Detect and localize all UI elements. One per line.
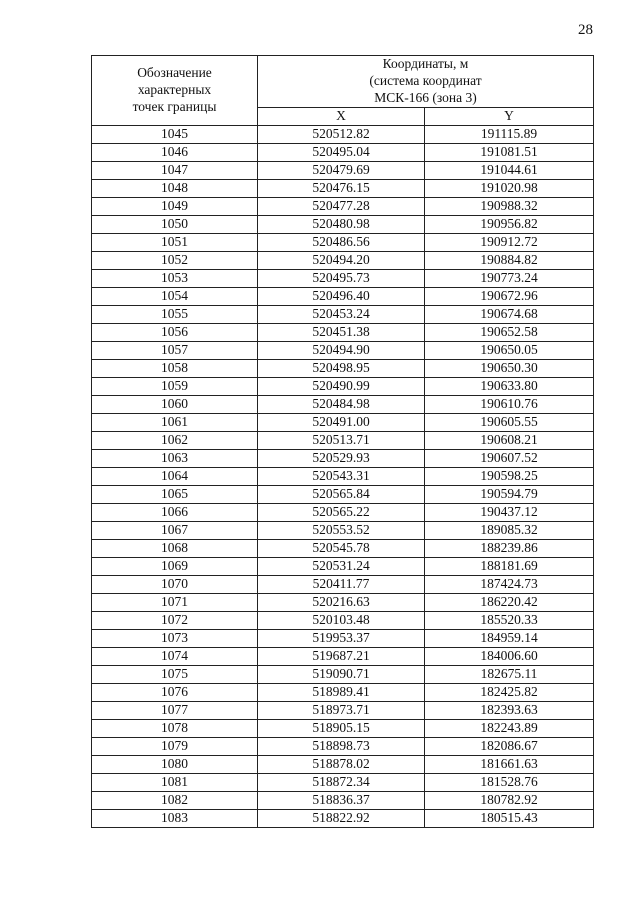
- x-coordinate-cell: 520491.00: [258, 413, 425, 431]
- y-coordinate-cell: 188239.86: [425, 539, 594, 557]
- y-coordinate-cell: 182086.67: [425, 737, 594, 755]
- x-coordinate-cell: 518973.71: [258, 701, 425, 719]
- coordinates-header-line: (система координат: [369, 72, 482, 88]
- y-coordinate-cell: 190605.55: [425, 413, 594, 431]
- coordinates-table: [91, 55, 594, 828]
- x-coordinate-cell: 520495.04: [258, 143, 425, 161]
- y-coordinate-cell: 190650.05: [425, 341, 594, 359]
- point-id-cell: 1070: [92, 575, 258, 593]
- table-row: [92, 449, 594, 467]
- y-coordinate-cell: 190633.80: [425, 377, 594, 395]
- point-id-cell: 1082: [92, 791, 258, 809]
- point-id-cell: 1055: [92, 305, 258, 323]
- point-id-cell: 1046: [92, 143, 258, 161]
- x-coordinate-cell: 518822.92: [258, 809, 425, 827]
- point-id-cell: 1075: [92, 665, 258, 683]
- coordinates-group-header: [258, 56, 594, 108]
- point-id-cell: 1059: [92, 377, 258, 395]
- table-row: [92, 395, 594, 413]
- x-coordinate-cell: 520453.24: [258, 305, 425, 323]
- table-row: [92, 503, 594, 521]
- x-coordinate-cell: 520543.31: [258, 467, 425, 485]
- x-coordinate-cell: 520513.71: [258, 431, 425, 449]
- x-coordinate-cell: 520479.69: [258, 161, 425, 179]
- x-coordinate-cell: 520531.24: [258, 557, 425, 575]
- table-row: [92, 737, 594, 755]
- coordinates-header-line: МСК-166 (зона 3): [374, 89, 477, 105]
- x-coordinate-cell: 520565.22: [258, 503, 425, 521]
- point-id-cell: 1066: [92, 503, 258, 521]
- x-coordinate-cell: 519687.21: [258, 647, 425, 665]
- table-row: [92, 413, 594, 431]
- point-id-cell: 1057: [92, 341, 258, 359]
- y-coordinate-cell: 191020.98: [425, 179, 594, 197]
- x-coordinate-cell: 520216.63: [258, 593, 425, 611]
- table-row: [92, 287, 594, 305]
- y-coordinate-cell: 191081.51: [425, 143, 594, 161]
- point-id-cell: 1058: [92, 359, 258, 377]
- x-coordinate-cell: 520411.77: [258, 575, 425, 593]
- table-row: [92, 179, 594, 197]
- page-number: 28: [578, 22, 593, 38]
- table-row: [92, 629, 594, 647]
- x-coordinate-cell: 520490.99: [258, 377, 425, 395]
- point-id-cell: 1083: [92, 809, 258, 827]
- table-row: [92, 305, 594, 323]
- table-row: [92, 611, 594, 629]
- y-coordinate-cell: 190598.25: [425, 467, 594, 485]
- point-id-cell: 1064: [92, 467, 258, 485]
- y-coordinate-cell: 180515.43: [425, 809, 594, 827]
- point-id-cell: 1076: [92, 683, 258, 701]
- table-row: [92, 125, 594, 143]
- point-id-cell: 1051: [92, 233, 258, 251]
- table-row: [92, 521, 594, 539]
- y-coordinate-cell: 190988.32: [425, 197, 594, 215]
- x-coordinate-cell: 518905.15: [258, 719, 425, 737]
- y-coordinate-cell: 190594.79: [425, 485, 594, 503]
- point-id-cell: 1056: [92, 323, 258, 341]
- table-row: [92, 755, 594, 773]
- x-coordinate-cell: 520451.38: [258, 323, 425, 341]
- x-coordinate-cell: 520494.20: [258, 251, 425, 269]
- x-coordinate-cell: 520477.28: [258, 197, 425, 215]
- y-coordinate-cell: 182675.11: [425, 665, 594, 683]
- point-id-cell: 1074: [92, 647, 258, 665]
- point-id-cell: 1065: [92, 485, 258, 503]
- x-coordinate-cell: 520495.73: [258, 269, 425, 287]
- coordinates-header-line: Координаты, м: [382, 56, 469, 71]
- y-coordinate-cell: 190674.68: [425, 305, 594, 323]
- y-coordinate-cell: 182393.63: [425, 701, 594, 719]
- y-coordinate-cell: 191044.61: [425, 161, 594, 179]
- x-coordinate-cell: 520480.98: [258, 215, 425, 233]
- y-coordinate-cell: 190652.58: [425, 323, 594, 341]
- y-coordinate-cell: 184006.60: [425, 647, 594, 665]
- table-row: [92, 575, 594, 593]
- point-id-cell: 1067: [92, 521, 258, 539]
- table-body: [92, 125, 594, 827]
- point-id-cell: 1050: [92, 215, 258, 233]
- point-id-cell: 1069: [92, 557, 258, 575]
- x-coordinate-cell: 520476.15: [258, 179, 425, 197]
- x-coordinate-cell: 520565.84: [258, 485, 425, 503]
- table-row: [92, 215, 594, 233]
- point-id-cell: 1060: [92, 395, 258, 413]
- y-coordinate-cell: 190956.82: [425, 215, 594, 233]
- point-id-cell: 1054: [92, 287, 258, 305]
- y-coordinate-cell: 190650.30: [425, 359, 594, 377]
- point-id-cell: 1045: [92, 125, 258, 143]
- point-header-line: точек границы: [132, 98, 217, 114]
- point-id-cell: 1077: [92, 701, 258, 719]
- point-id-cell: 1061: [92, 413, 258, 431]
- table-row: [92, 557, 594, 575]
- point-id-cell: 1078: [92, 719, 258, 737]
- x-coordinate-cell: 520498.95: [258, 359, 425, 377]
- table-row: [92, 341, 594, 359]
- table-row: [92, 701, 594, 719]
- x-coordinate-cell: 520512.82: [258, 125, 425, 143]
- point-id-cell: 1081: [92, 773, 258, 791]
- y-coordinate-cell: 182243.89: [425, 719, 594, 737]
- y-coordinate-cell: 190610.76: [425, 395, 594, 413]
- y-column-header: Y: [425, 107, 594, 125]
- x-coordinate-cell: 520545.78: [258, 539, 425, 557]
- x-coordinate-cell: 518878.02: [258, 755, 425, 773]
- point-id-cell: 1062: [92, 431, 258, 449]
- table-row: [92, 539, 594, 557]
- x-coordinate-cell: 519090.71: [258, 665, 425, 683]
- y-coordinate-cell: 191115.89: [425, 125, 594, 143]
- table-row: [92, 719, 594, 737]
- x-coordinate-cell: 518872.34: [258, 773, 425, 791]
- point-designation-header: [92, 56, 258, 126]
- point-header-line: характерных: [137, 81, 212, 97]
- x-column-header: X: [258, 107, 425, 125]
- y-coordinate-cell: 184959.14: [425, 629, 594, 647]
- table-row: [92, 665, 594, 683]
- table-row: [92, 161, 594, 179]
- table-row: [92, 467, 594, 485]
- x-coordinate-cell: 520486.56: [258, 233, 425, 251]
- point-id-cell: 1079: [92, 737, 258, 755]
- table-row: [92, 377, 594, 395]
- y-coordinate-cell: 190884.82: [425, 251, 594, 269]
- point-id-cell: 1068: [92, 539, 258, 557]
- point-id-cell: 1049: [92, 197, 258, 215]
- table-row: [92, 773, 594, 791]
- x-coordinate-cell: 518989.41: [258, 683, 425, 701]
- point-id-cell: 1052: [92, 251, 258, 269]
- x-coordinate-cell: 519953.37: [258, 629, 425, 647]
- table-row: [92, 683, 594, 701]
- point-id-cell: 1071: [92, 593, 258, 611]
- point-id-cell: 1072: [92, 611, 258, 629]
- y-coordinate-cell: 186220.42: [425, 593, 594, 611]
- y-coordinate-cell: 180782.92: [425, 791, 594, 809]
- point-id-cell: 1047: [92, 161, 258, 179]
- point-header-line: Обозначение: [137, 65, 212, 80]
- x-coordinate-cell: 520103.48: [258, 611, 425, 629]
- table-row: [92, 143, 594, 161]
- y-coordinate-cell: 190607.52: [425, 449, 594, 467]
- x-coordinate-cell: 520494.90: [258, 341, 425, 359]
- y-coordinate-cell: 190672.96: [425, 287, 594, 305]
- table-row: [92, 431, 594, 449]
- point-id-cell: 1073: [92, 629, 258, 647]
- y-coordinate-cell: 190773.24: [425, 269, 594, 287]
- x-coordinate-cell: 520484.98: [258, 395, 425, 413]
- y-coordinate-cell: 190437.12: [425, 503, 594, 521]
- table-row: [92, 359, 594, 377]
- table-row: [92, 809, 594, 827]
- table-row: [92, 485, 594, 503]
- point-id-cell: 1063: [92, 449, 258, 467]
- y-coordinate-cell: 190608.21: [425, 431, 594, 449]
- table-row: [92, 791, 594, 809]
- table-row: [92, 593, 594, 611]
- table-header: [92, 56, 594, 126]
- y-coordinate-cell: 188181.69: [425, 557, 594, 575]
- table-row: [92, 323, 594, 341]
- table-row: [92, 197, 594, 215]
- y-coordinate-cell: 181528.76: [425, 773, 594, 791]
- y-coordinate-cell: 187424.73: [425, 575, 594, 593]
- y-coordinate-cell: 181661.63: [425, 755, 594, 773]
- x-coordinate-cell: 518898.73: [258, 737, 425, 755]
- table-row: [92, 251, 594, 269]
- x-coordinate-cell: 520529.93: [258, 449, 425, 467]
- x-coordinate-cell: 520553.52: [258, 521, 425, 539]
- table-row: [92, 233, 594, 251]
- table-row: [92, 269, 594, 287]
- x-coordinate-cell: 520496.40: [258, 287, 425, 305]
- table-row: [92, 647, 594, 665]
- point-id-cell: 1053: [92, 269, 258, 287]
- y-coordinate-cell: 185520.33: [425, 611, 594, 629]
- point-id-cell: 1080: [92, 755, 258, 773]
- point-id-cell: 1048: [92, 179, 258, 197]
- x-coordinate-cell: 518836.37: [258, 791, 425, 809]
- y-coordinate-cell: 190912.72: [425, 233, 594, 251]
- y-coordinate-cell: 182425.82: [425, 683, 594, 701]
- y-coordinate-cell: 189085.32: [425, 521, 594, 539]
